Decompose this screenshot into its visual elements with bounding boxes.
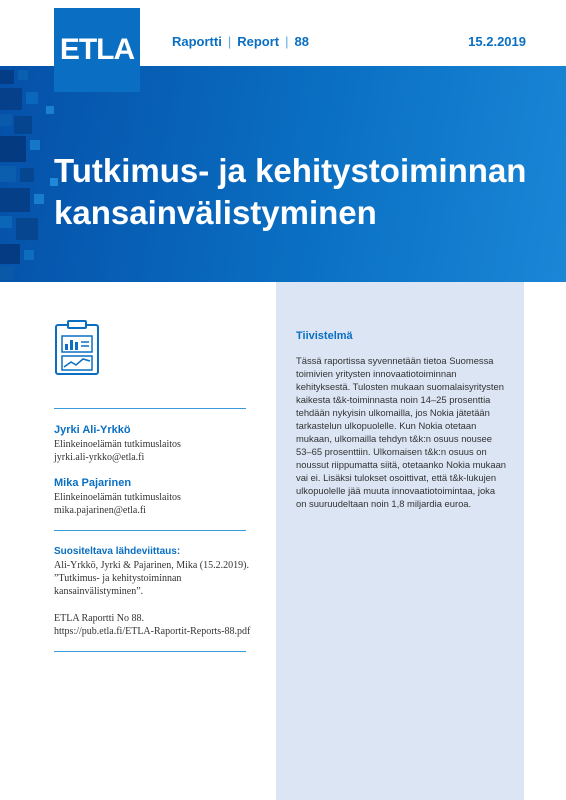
series-number: 88 xyxy=(294,34,309,49)
series-label-fi: Raportti xyxy=(172,34,222,49)
report-number-line: ETLA Raportti No 88. xyxy=(54,613,144,624)
summary-heading: Tiivistelmä xyxy=(296,330,353,342)
report-title xyxy=(54,150,526,234)
report-series xyxy=(172,34,309,49)
divider-line xyxy=(54,408,246,409)
citation-text: Ali-Yrkkö, Jyrki & Pajarinen, Mika (15.2.2019). ”Tutkimus- ja kehitystoiminnan kansainvälistyminen”. xyxy=(54,560,249,597)
author-2-name: Mika Pajarinen xyxy=(54,477,132,489)
report-reference xyxy=(54,612,274,638)
title-line-1: Tutkimus- ja kehitystoiminnan xyxy=(54,152,527,189)
publication-date: 15.2.2019 xyxy=(468,34,526,49)
series-separator: | xyxy=(227,34,232,49)
report-icon-area xyxy=(54,320,246,381)
author-1-email[interactable]: jyrki.ali-yrkko@etla.fi xyxy=(54,452,145,463)
clipboard-chart-icon xyxy=(54,320,100,376)
divider-line xyxy=(54,530,246,531)
series-separator-2: | xyxy=(285,34,289,49)
citation-heading: Suositeltava lähdeviittaus: xyxy=(54,546,181,557)
etla-logo xyxy=(54,8,140,92)
summary-text: Tässä raportissa syvennetään tietoa Suomessa toimivien yritysten innovaatiotoiminnan kehityksestä. Tulosten mukaan suomalaisyritysten kaikesta t&k-toiminnasta noin 14–25 prosenttia tehdään nykyisin ulkomailla, jos Nokia jätetään tarkastelun ulkopuolelle. Kun Nokia otetaan mukaan, ulkomailla tehdyn t&k:n osuus nousee 53–65 prosenttiin. Ulkomaisen t&k:n osuus on noussut riippumatta siitä, otetaanko Nokia mukaan vai ei. Lisäksi tulokset osoittivat, että t&k-lukujen ulkopuolelle jää muuta innovaatiotoimintaa, joka on suuruudeltaan noin 1,8 miljardia euroa. xyxy=(296,355,507,509)
title-line-2: kansainvälistyminen xyxy=(54,194,377,231)
author-1-name: Jyrki Ali-Yrkkö xyxy=(54,424,131,436)
author-1-organization: Elinkeinoelämän tutkimuslaitos xyxy=(54,439,181,450)
divider-line xyxy=(54,651,246,652)
series-label-en: Report xyxy=(237,34,280,49)
logo-text: ETLA xyxy=(59,33,135,66)
author-2-email[interactable]: mika.pajarinen@etla.fi xyxy=(54,505,146,516)
author-2-organization: Elinkeinoelämän tutkimuslaitos xyxy=(54,492,181,503)
report-url-link[interactable]: https://pub.etla.fi/ETLA-Raportit-Reports-88.pdf xyxy=(54,626,251,637)
